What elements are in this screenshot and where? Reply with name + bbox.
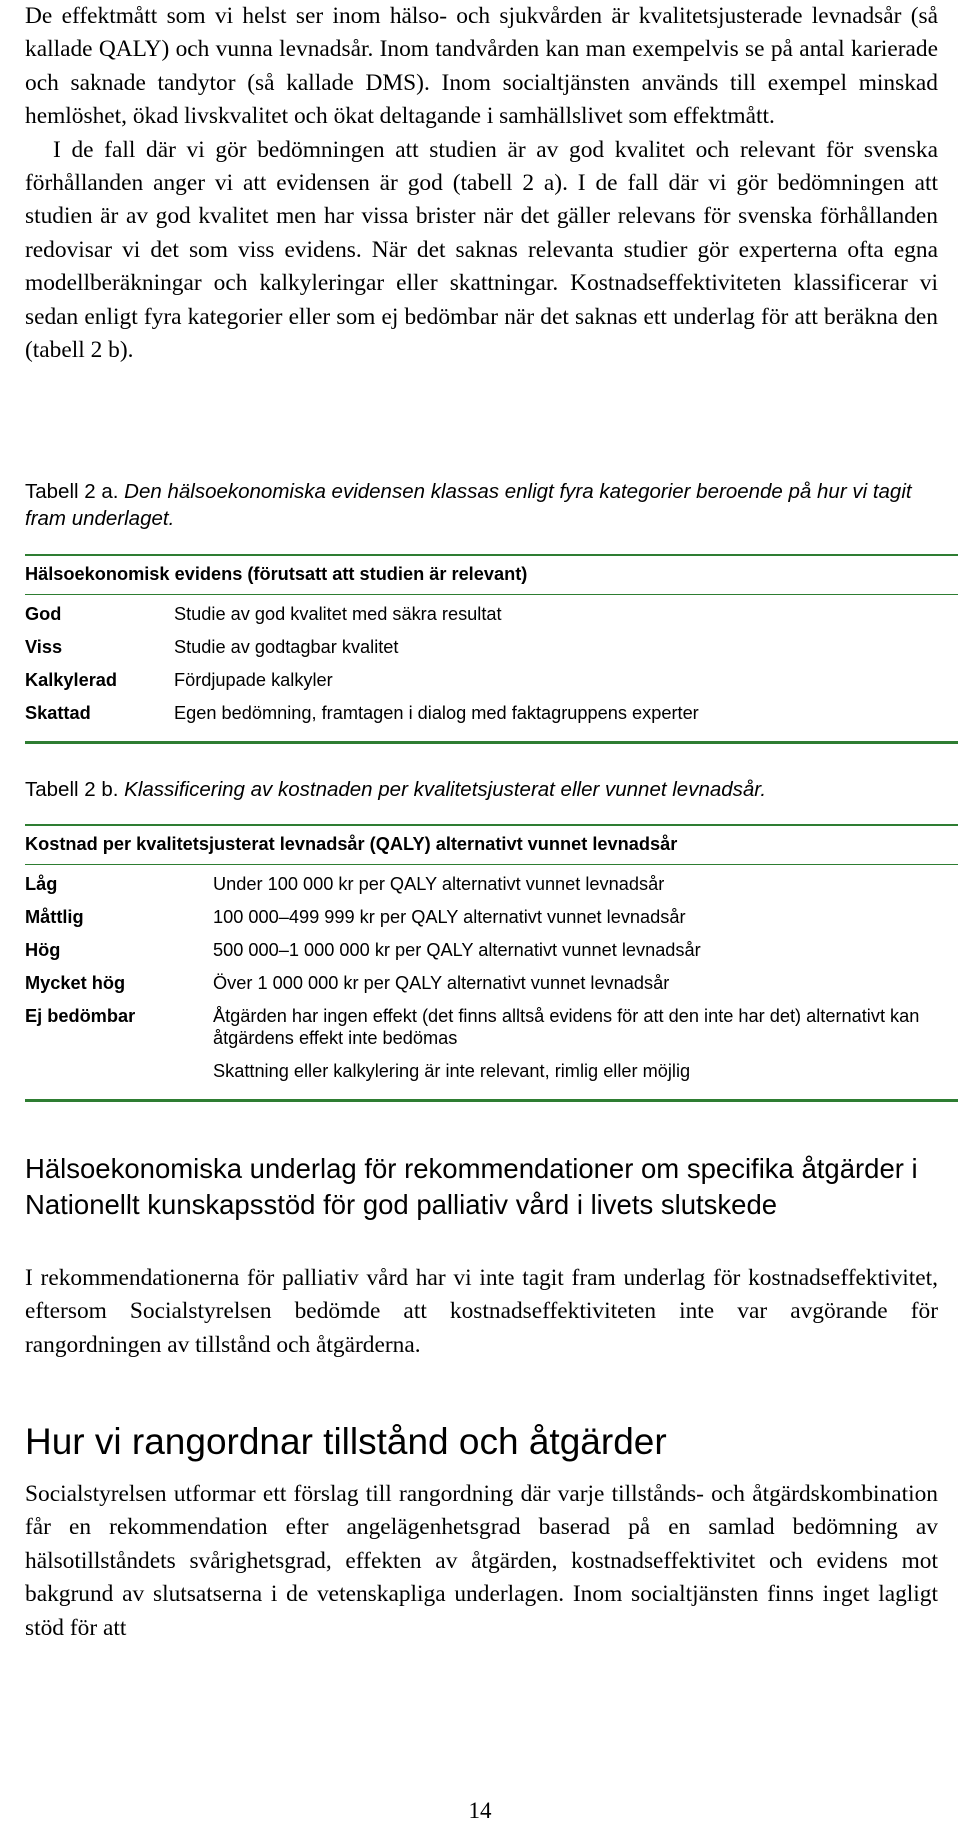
intro-paragraph-1: De effektmått som vi helst ser inom hälso- och sjukvården är kvalitetsjusterade levnadsår (så kallade QALY) och vunna levnadsår. Inom tandvården kan man exempelvis se på antal karierade och saknade tandytor (så kallade DMS). Inom socialtjänsten används till exempel minskad hemlöshet, ökad livskvalitet och ökat deltagande i samhällslivet som effektmått. — [25, 3, 938, 130]
table-row — [25, 636, 958, 658]
table-b — [25, 824, 958, 1102]
table-a-caption — [25, 478, 925, 532]
table-b-key: Låg — [25, 874, 58, 894]
table-b-caption — [25, 776, 925, 803]
table-a-value: Fördjupade kalkyler — [174, 670, 333, 690]
table-a-key: Viss — [25, 637, 63, 657]
table-row — [25, 1005, 958, 1049]
table-b-key: Ej bedömbar — [25, 1006, 136, 1026]
page-number: 14 — [468, 1798, 492, 1823]
palliative-paragraph: I rekommendationerna för palliativ vård har vi inte tagit fram underlag för kostnadseffektivitet, eftersom Socialstyrelsen bedömde att kostnadseffektiviteten inte var avgörande för rangordningen av tillstånd och åtgärderna. — [25, 1265, 938, 1358]
table-row — [25, 603, 958, 625]
table-b-body — [25, 865, 958, 1102]
table-row — [25, 1060, 958, 1082]
table-row — [25, 906, 958, 928]
table-a-value: Studie av godtagbar kvalitet — [174, 637, 399, 657]
section-heading-ranking: Hur vi rangordnar tillstånd och åtgärder — [25, 1421, 667, 1462]
table-a-value: Egen bedömning, framtagen i dialog med faktagruppens experter — [174, 703, 699, 723]
table-b-header: Kostnad per kvalitetsjusterat levnadsår (QALY) alternativt vunnet levnadsår — [25, 824, 958, 865]
table-row — [25, 669, 958, 691]
table-a-key: Kalkylerad — [25, 670, 118, 690]
table-b-value: Skattning eller kalkylering är inte relevant, rimlig eller möjlig — [213, 1061, 691, 1081]
section-heading-palliative: Hälsoekonomiska underlag för rekommendationer om specifika åtgärder i Nationellt kunskapsstöd för god palliativ vård i livets slutskede — [25, 1153, 918, 1220]
intro-text — [25, 0, 938, 367]
ranking-paragraph: Socialstyrelsen utformar ett förslag till rangordning där varje tillstånds- och åtgärdskombination får en rekommendation efter angelägenhetsgrad baserad på en samlad bedömning av hälsotillståndets svårighetsgrad, effekten av åtgärden, kostnadseffektivitet och evidens mot bakgrund av slutsatserna i de vetenskapliga underlagen. Inom socialtjänsten finns inget lagligt stöd för att — [25, 1481, 938, 1641]
table-b-value: 100 000–499 999 kr per QALY alternativt vunnet levnadsår — [213, 907, 686, 927]
table-a-key: God — [25, 604, 62, 624]
table-b-key — [25, 1060, 213, 1082]
table-a-caption-text: Den hälsoekonomiska evidensen klassas enligt fyra kategorier beroende på hur vi tagit fram underlaget. — [25, 480, 912, 530]
table-a — [25, 554, 958, 744]
table-b-caption-text: Klassificering av kostnaden per kvalitetsjusterat eller vunnet levnadsår. — [124, 778, 767, 801]
table-a-key: Skattad — [25, 703, 91, 723]
table-a-caption-label: Tabell 2 a. — [25, 480, 119, 503]
table-a-body — [25, 595, 958, 744]
table-a-value: Studie av god kvalitet med säkra resultat — [174, 604, 502, 624]
table-b-key: Hög — [25, 940, 61, 960]
table-b-value: Åtgärden har ingen effekt (det finns alltså evidens för att den inte har det) alternativt kan åtgärdens effekt inte bedömas — [213, 1006, 920, 1048]
table-b-key: Måttlig — [25, 907, 84, 927]
table-row — [25, 939, 958, 961]
table-b-value: 500 000–1 000 000 kr per QALY alternativt vunnet levnadsår — [213, 940, 701, 960]
intro-paragraph-2: I de fall där vi gör bedömningen att studien är av god kvalitet och relevant för svenska förhållanden anger vi att evidensen är god (tabell 2 a). I de fall där vi gör bedömningen att studien är av god kvalitet men har vissa brister när det gäller relevans för svenska förhållanden redovisar vi det som viss evidens. När det saknas relevanta studier gör experterna ofta egna modellberäkningar och kalkyleringar eller skattningar. Kostnadseffektiviteten klassificerar vi sedan enligt fyra kategorier eller som ej bedömbar när det saknas ett underlag för att beräkna den (tabell 2 b). — [25, 136, 938, 364]
section-body-ranking — [25, 1478, 938, 1645]
table-a-header: Hälsoekonomisk evidens (förutsatt att studien är relevant) — [25, 554, 958, 595]
table-row — [25, 873, 958, 895]
table-row — [25, 702, 958, 724]
table-b-key: Mycket hög — [25, 973, 126, 993]
table-row — [25, 972, 958, 994]
table-b-value: Över 1 000 000 kr per QALY alternativt vunnet levnadsår — [213, 973, 670, 993]
section-body-palliative — [25, 1262, 938, 1362]
table-b-value: Under 100 000 kr per QALY alternativt vunnet levnadsår — [213, 874, 665, 894]
table-b-caption-label: Tabell 2 b. — [25, 778, 119, 801]
